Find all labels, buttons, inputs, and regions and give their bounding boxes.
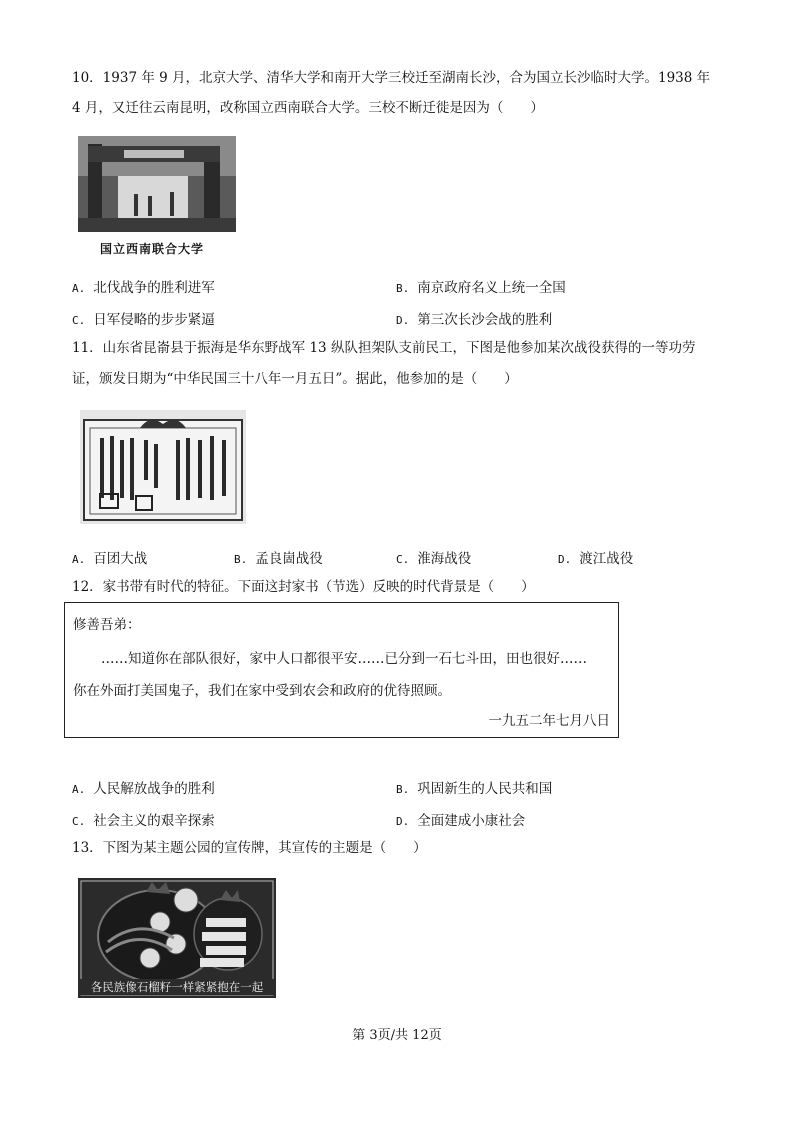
q12-option-c[interactable]: C. 社会主义的艰辛探索 xyxy=(72,813,215,829)
q10-photo-caption: 国立西南联合大学 xyxy=(100,242,205,256)
q10-photo-southwest-associated-university xyxy=(78,136,236,264)
letter-date: 一九五二年七月八日 xyxy=(488,713,610,729)
q10-option-b[interactable]: B. 南京政府名义上统一全国 xyxy=(396,280,566,296)
q11-stem-line2: 证，颁发日期为“中华民国三十八年一月五日”。据此，他参加的是（ ） xyxy=(72,371,518,387)
letter-body-line2: 你在外面打美国鬼子，我们在家中受到农会和政府的优待照顾。 xyxy=(73,683,451,699)
q12-family-letter-box xyxy=(64,602,619,738)
letter-body-line1: ……知道你在部队很好，家中人口都很平安……已分到一石七斗田，田也很好…… xyxy=(101,651,587,667)
q11-option-d[interactable]: D. 渡江战役 xyxy=(558,551,634,567)
q12-option-a[interactable]: A. 人民解放战争的胜利 xyxy=(72,781,215,797)
page-footer: 第 3页/共 12页 xyxy=(352,1028,442,1043)
q11-option-a[interactable]: A. 百团大战 xyxy=(72,551,148,567)
q13-sign-caption: 各民族像石榴籽一样紧紧抱在一起 xyxy=(78,979,276,995)
certificate-icon xyxy=(80,410,246,524)
q10-option-c[interactable]: C. 日军侵略的步步紧逼 xyxy=(72,312,215,328)
letter-salutation: 修善吾弟： xyxy=(73,617,141,633)
q12-option-d[interactable]: D. 全面建成小康社会 xyxy=(396,813,526,829)
q12-option-b[interactable]: B. 巩固新生的人民共和国 xyxy=(396,781,553,797)
q11-merit-certificate-image xyxy=(80,410,246,524)
q13-park-sign-image xyxy=(78,878,276,998)
q12-stem: 12．家书带有时代的特征。下面这封家书（节选）反映的时代背景是（ ） xyxy=(72,579,535,595)
q10-stem-line1: 10．1937 年 9 月，北京大学、清华大学和南开大学三校迁至湖南长沙，合为国立长沙临时大学。1938 年 xyxy=(72,70,711,86)
q10-option-d[interactable]: D. 第三次长沙会战的胜利 xyxy=(396,312,553,328)
q10-option-a[interactable]: A. 北伐战争的胜利进军 xyxy=(72,280,215,296)
q11-option-c[interactable]: C. 淮海战役 xyxy=(396,551,472,567)
q11-stem-line1: 11．山东省昆嵛县于振海是华东野战军 13 纵队担架队支前民工，下图是他参加某次战役获得的一等功劳 xyxy=(72,340,696,356)
q13-stem: 13．下图为某主题公园的宣传牌，其宣传的主题是（ ） xyxy=(72,840,427,856)
q10-stem-line2: 4 月，又迁往云南昆明，改称国立西南联合大学。三校不断迁徙是因为（ ） xyxy=(72,100,544,116)
q11-option-b[interactable]: B. 孟良崮战役 xyxy=(234,551,323,567)
